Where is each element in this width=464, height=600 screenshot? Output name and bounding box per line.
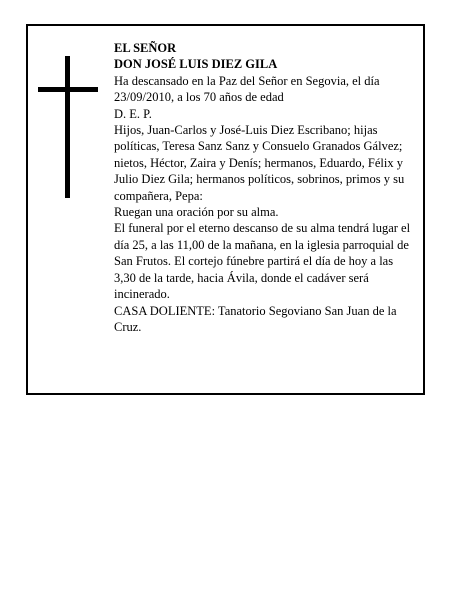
notice-text (114, 40, 416, 335)
obituary-notice (26, 24, 425, 395)
cross-icon (38, 56, 98, 198)
casa-doliente: CASA DOLIENTE: Tanatorio Segoviano San Juan de la Cruz. (114, 303, 397, 334)
funeral-details: El funeral por el eterno descanso de su alma tendrá lugar el día 25, a las 11,00 de la mañana, en la iglesia parroquial de San Frutos. El cortejo fúnebre partirá el día de hoy a las 3,30 de la tarde, hacia Ávila, donde el cadáver será incinerado. (114, 221, 411, 302)
family-list: Hijos, Juan-Carlos y José-Luis Diez Escribano; hijas políticas, Teresa Sanz Sanz y Consuelo Granados Gálvez; nietos, Héctor, Zaira y Denís; hermanos, Eduardo, Félix y Julio Diez Gila; hermanos políticos, sobrinos, primos y su compañera, Pepa: (114, 123, 405, 203)
death-statement: Ha descansado en la Paz del Señor en Segovia, el día 23/09/2010, a los 70 años de edad (114, 73, 380, 105)
deceased-name: DON JOSÉ LUIS DIEZ GILA (114, 57, 278, 72)
rip-line: D. E. P. (114, 106, 152, 121)
notice-title: EL SEÑOR (114, 41, 177, 55)
cross-vertical-bar (65, 56, 70, 198)
prayer-request: Ruegan una oración por su alma. (114, 205, 279, 220)
cross-horizontal-bar (38, 87, 98, 92)
